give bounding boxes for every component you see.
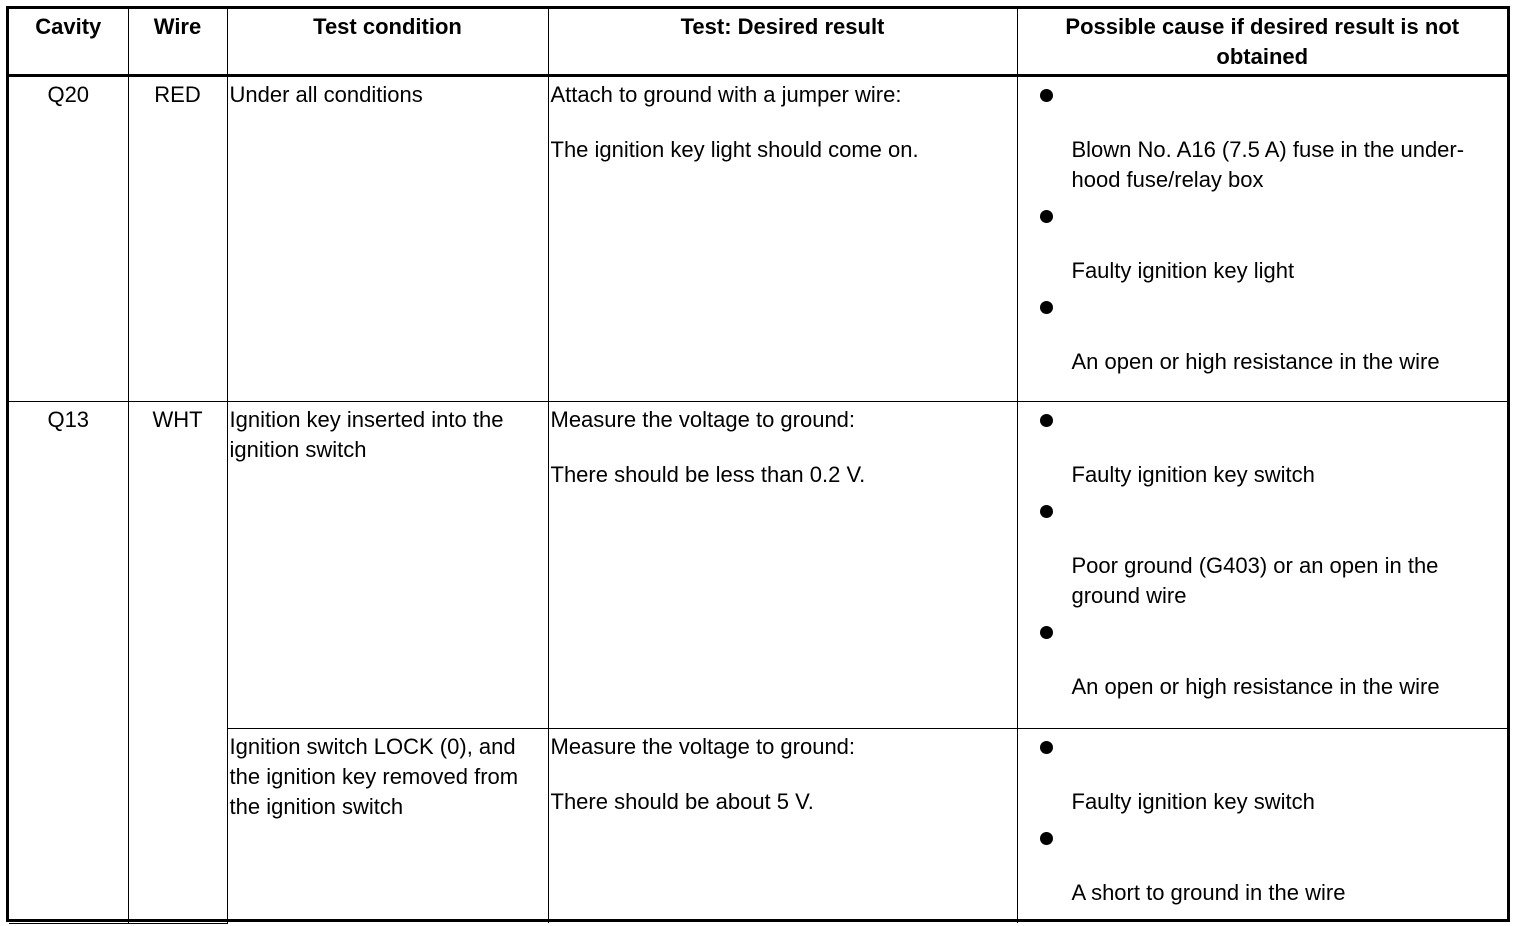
cause-list xyxy=(1020,741,1506,908)
bullet-icon xyxy=(1040,832,1053,845)
header-test-condition: Test condition xyxy=(227,9,548,76)
result-instruction: Attach to ground with a jumper wire: xyxy=(550,82,902,107)
list-item xyxy=(1040,89,1506,195)
result-cell xyxy=(548,402,1017,729)
list-item xyxy=(1040,301,1506,377)
condition-cell: Ignition switch LOCK (0), and the ignition key removed from the ignition switch xyxy=(227,729,548,924)
list-item xyxy=(1040,414,1506,490)
result-instruction: Measure the voltage to ground: xyxy=(550,407,856,432)
cause-cell xyxy=(1017,402,1507,729)
result-expectation: The ignition key light should come on. xyxy=(550,137,919,162)
cause-cell xyxy=(1017,729,1507,924)
bullet-icon xyxy=(1040,301,1053,314)
bullet-icon xyxy=(1040,505,1053,518)
cause-text: Poor ground (G403) or an open in the ground wire xyxy=(1071,553,1439,608)
cause-text: Faulty ignition key light xyxy=(1071,258,1295,283)
cause-text: Blown No. A16 (7.5 A) fuse in the under-hood fuse/relay box xyxy=(1071,137,1465,192)
cause-text: An open or high resistance in the wire xyxy=(1071,349,1440,374)
table-row xyxy=(9,729,1507,924)
cause-list xyxy=(1020,89,1506,377)
bullet-icon xyxy=(1040,414,1053,427)
result-expectation: There should be less than 0.2 V. xyxy=(550,462,866,487)
bullet-icon xyxy=(1040,626,1053,639)
bullet-icon xyxy=(1040,210,1053,223)
list-item xyxy=(1040,210,1506,286)
list-item xyxy=(1040,505,1506,611)
bullet-icon xyxy=(1040,89,1053,102)
wire-cell: RED xyxy=(128,76,227,402)
cause-list xyxy=(1020,414,1506,702)
bullet-icon xyxy=(1040,741,1053,754)
result-instruction: Measure the voltage to ground: xyxy=(550,734,856,759)
table-row xyxy=(9,402,1507,729)
result-cell xyxy=(548,76,1017,402)
test-table xyxy=(9,9,1507,924)
header-possible-cause: Possible cause if desired result is not obtained xyxy=(1017,9,1507,76)
cavity-cell: Q20 xyxy=(9,76,128,402)
header-wire: Wire xyxy=(128,9,227,76)
wire-cell: WHT xyxy=(128,402,227,924)
cavity-cell: Q13 xyxy=(9,402,128,924)
list-item xyxy=(1040,832,1506,908)
cause-cell xyxy=(1017,76,1507,402)
list-item xyxy=(1040,741,1506,817)
table-row xyxy=(9,76,1507,402)
condition-cell: Under all conditions xyxy=(227,76,548,402)
header-desired-result: Test: Desired result xyxy=(548,9,1017,76)
result-cell xyxy=(548,729,1017,924)
condition-cell: Ignition key inserted into the ignition switch xyxy=(227,402,548,729)
cause-text: Faulty ignition key switch xyxy=(1071,789,1315,814)
header-cavity: Cavity xyxy=(9,9,128,76)
cause-text: A short to ground in the wire xyxy=(1071,880,1346,905)
result-expectation: There should be about 5 V. xyxy=(550,789,814,814)
cause-text: Faulty ignition key switch xyxy=(1071,462,1315,487)
table-header-row xyxy=(9,9,1507,76)
list-item xyxy=(1040,626,1506,702)
test-table-frame xyxy=(6,6,1510,922)
cause-text: An open or high resistance in the wire xyxy=(1071,674,1440,699)
